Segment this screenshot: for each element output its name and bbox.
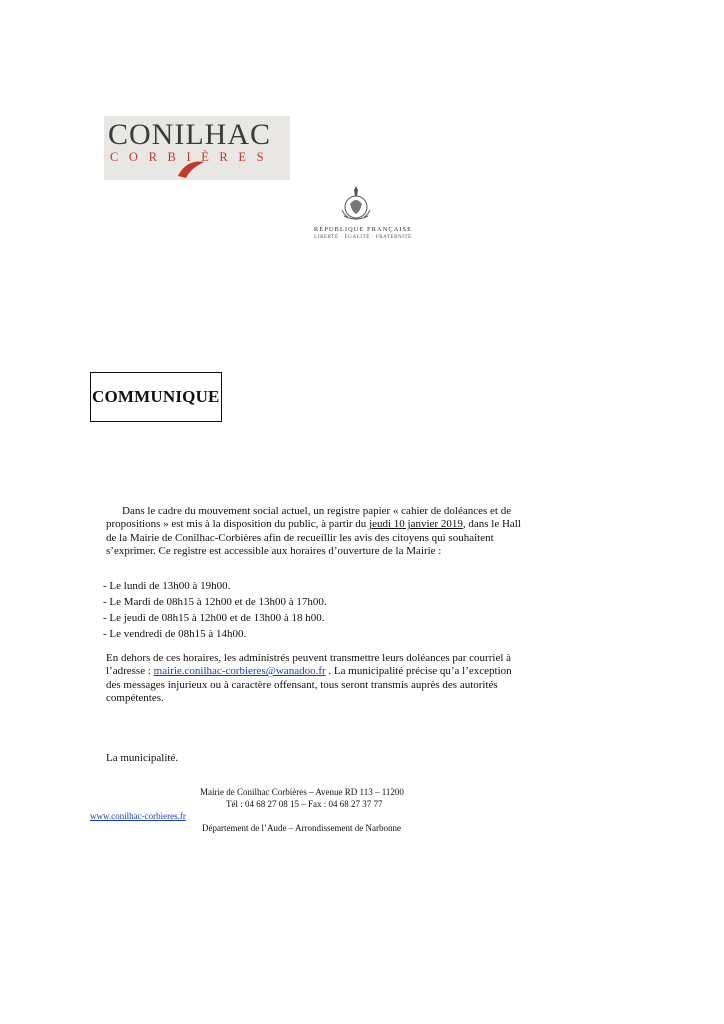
intro-text-after: , dans le Hall de la Mairie de Conilhac-Corbières afin de recueillir les avis des citoyens qui souhaitent s’exprimer. Ce registre est accessible aux horaires d’ouverture de la Mairie : [106,518,521,558]
logo-title: CONILHAC [108,118,271,151]
intro-date: jeudi 10 janvier 2019 [369,518,463,531]
website-link[interactable]: www.conilhac-corbieres.fr [90,811,186,821]
list-item: - Le vendredi de 08h15 à 14h00. [103,628,247,640]
list-item: - Le lundi de 13h00 à 19h00. [103,580,231,592]
signature: La municipalité. [106,752,179,764]
email-link[interactable]: mairie.conilhac-corbieres@wanadoo.fr [153,665,326,678]
outside-text-before: En dehors de ces horaires, les administrés peuvent transmettre leurs doléances par courriel à l’adresse : [106,652,512,678]
footer-department: Département de l’Aude – Arrondissement de Narbonne [202,823,401,833]
page-title: COMMUNIQUE [92,387,220,406]
list-item: - Le jeudi de 08h15 à 12h00 et de 13h00 à 18 h00. [103,612,325,624]
outside-hours-paragraph [106,652,521,706]
republic-title: RÉPUBLIQUE FRANÇAISE [313,226,413,233]
list-item: - Le Mardi de 08h15 à 12h00 et de 13h00 à 17h00. [103,596,327,608]
footer-address: Mairie de Conilhac Corbières – Avenue RD 113 – 11200 [200,787,404,797]
intro-text-before: Dans le cadre du mouvement social actuel, un registre papier « cahier de doléances et de propositions » est mis à la disposition du public, à partir du [106,505,512,531]
marianne-emblem-icon [336,186,376,224]
republic-motto: LIBERTÉ · ÉGALITÉ · FRATERNITÉ [314,235,412,240]
logo-subtitle: CORBIÈRES [110,150,275,164]
outside-text-after: . La municipalité précise qu’a l’exception des messages injurieux ou à caractère offensant, tous seront transmis auprès des autorités compétentes. [106,665,512,705]
footer-phone: Tél : 04 68 27 08 15 – Fax : 04 68 27 37 77 [226,799,383,809]
intro-paragraph [106,505,526,559]
logo-swoosh-icon [176,158,206,180]
opening-hours-list [103,578,327,642]
